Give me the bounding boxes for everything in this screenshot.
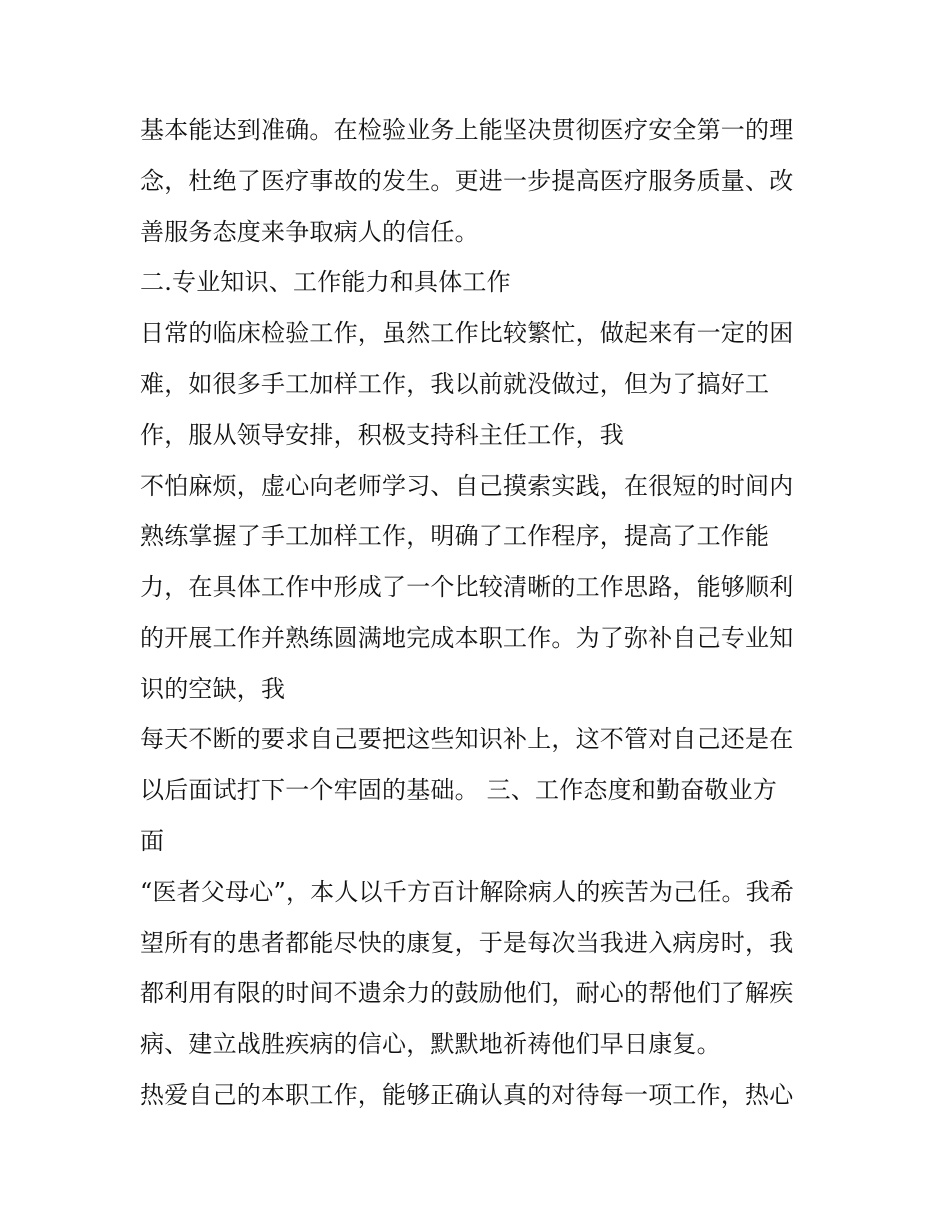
text-line: 善服务态度来争取病人的信任。: [140, 218, 479, 246]
text-line: 以后面试打下一个牢固的基础。 三、工作态度和勤奋敬业方: [140, 776, 778, 804]
text-line: 热爱自己的本职工作，能够正确认真的对待每一项工作，热心: [140, 1081, 794, 1109]
text-line: 病、建立战胜疾病的信心，默默地祈祷他们早日康复。: [140, 1030, 721, 1058]
text-line: 识的空缺，我: [140, 675, 286, 703]
text-line: 熟练掌握了手工加样工作，明确了工作程序，提高了工作能: [140, 522, 770, 550]
text-line: “医者父母心”，本人以千方百计解除病人的疾苦为己任。我希: [140, 878, 795, 906]
text-line: 基本能达到准确。在检验业务上能坚决贯彻医疗安全第一的理: [140, 116, 794, 144]
text-line: 望所有的患者都能尽快的康复，于是每次当我进入病房时，我: [140, 929, 794, 957]
text-line: 面: [140, 827, 165, 855]
text-line: 的开展工作并熟练圆满地完成本职工作。为了弥补自己专业知: [140, 624, 794, 652]
text-line: 作，服从领导安排，积极支持科主任工作，我: [140, 421, 624, 449]
text-line: 日常的临床检验工作，虽然工作比较繁忙，做起来有一定的困: [140, 319, 794, 347]
text-line: 不怕麻烦，虚心向老师学习、自己摸索实践，在很短的时间内: [140, 472, 794, 500]
text-line: 都利用有限的时间不遗余力的鼓励他们，耐心的帮他们了解疾: [140, 979, 794, 1007]
text-line: 难，如很多手工加样工作，我以前就没做过，但为了搞好工: [140, 370, 770, 398]
text-line: 力，在具体工作中形成了一个比较清晰的工作思路，能够顺利: [140, 573, 794, 601]
text-line: 每天不断的要求自己要把这些知识补上，这不管对自己还是在: [140, 725, 794, 753]
text-line: 念，杜绝了医疗事故的发生。更进一步提高医疗服务质量、改: [140, 167, 794, 195]
section-heading: 二.专业知识、工作能力和具体工作: [140, 268, 511, 296]
